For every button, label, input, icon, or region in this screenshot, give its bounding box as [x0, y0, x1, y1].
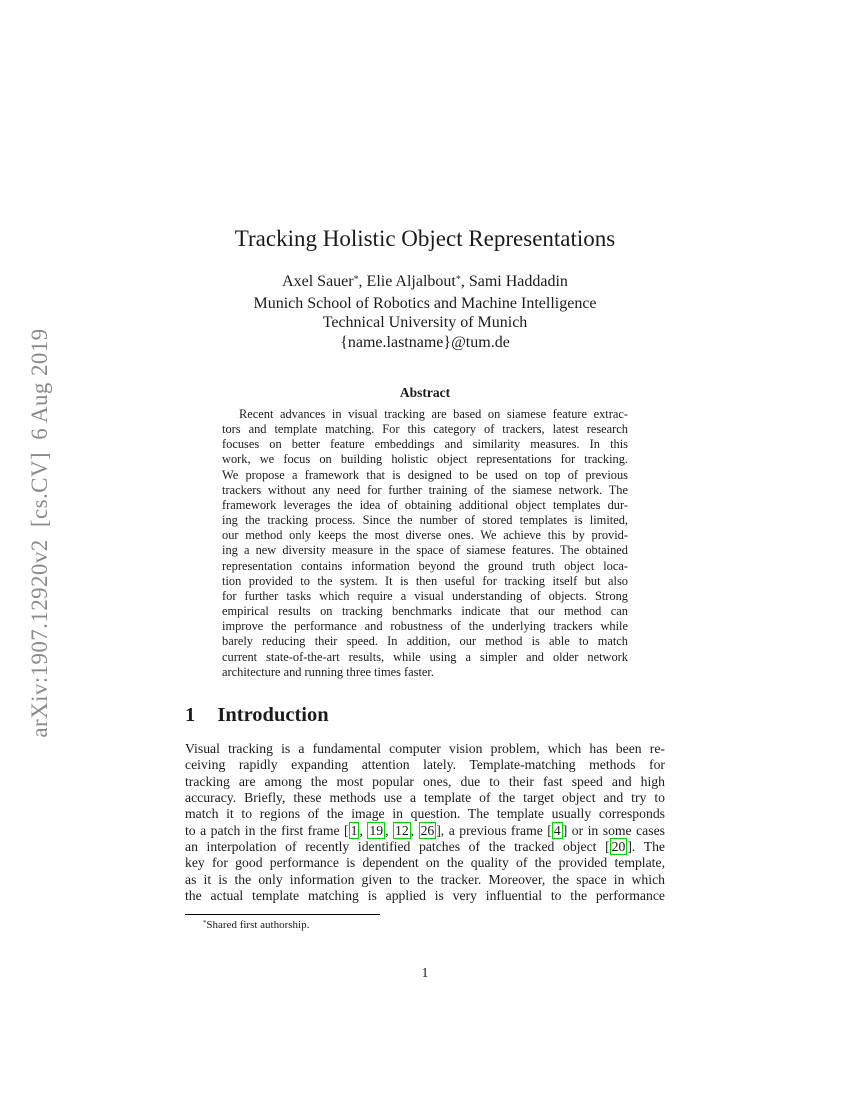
- text-line: trackers without any need for further training of the siamese network. The: [222, 482, 628, 497]
- citation-link[interactable]: 19: [369, 822, 384, 838]
- text-line: an interpolation of recently identified patches of the tracked object [ 20 ]. The: [185, 839, 665, 855]
- section-title: Introduction: [217, 704, 329, 726]
- arxiv-watermark: arXiv:1907.12920v2 [cs.CV] 6 Aug 2019: [27, 328, 52, 738]
- text-line: ing a new diversity measure in the space of siamese features. The obtained: [222, 543, 628, 558]
- citation-link[interactable]: 12: [394, 822, 409, 838]
- footnote: *Shared first authorship.: [203, 919, 310, 931]
- text-line: Visual tracking is a fundamental computer vision problem, which has been re-: [185, 741, 665, 756]
- affiliation-line-1: Munich School of Robotics and Machine Intelligence: [253, 294, 597, 312]
- text-line: barely reducing their speed. In addition, our method is able to match: [222, 634, 628, 649]
- text-line: to a patch in the first frame [ 1 , 19 , 12 , 26 ], a previous frame [ 4 ] or in some cases: [185, 822, 665, 838]
- text-line: work, we focus on building holistic object representations for tracking.: [222, 452, 628, 467]
- text-line: focuses on better feature embeddings and similarity measures. In this: [222, 437, 628, 452]
- text-line: as it is the only information given to the tracker. Moreover, the space in which: [185, 871, 665, 887]
- abstract-heading: Abstract: [399, 385, 451, 400]
- author-block: [185, 272, 665, 353]
- text-line: current state-of-the-art results, while using a simpler and older network: [222, 649, 628, 664]
- paper-title: Tracking Holistic Object Representations: [234, 226, 616, 251]
- text-line: the actual template matching is applied is very influential to the performance: [185, 888, 665, 904]
- text-line: accuracy. Briefly, these methods use a template of the target object and try to: [185, 790, 665, 806]
- text-line: our method only keeps the most diverse ones. We achieve this by provid-: [222, 528, 628, 543]
- paper-content: [185, 0, 665, 1100]
- page-number: 1: [421, 966, 429, 981]
- citation-link[interactable]: 4: [553, 822, 561, 838]
- text-line: architecture and running three times faster.: [222, 664, 434, 679]
- citation-link[interactable]: 1: [350, 822, 358, 838]
- abstract-body: [222, 407, 628, 680]
- text-line: empirical results on tracking benchmarks indicate that our method can: [222, 604, 628, 619]
- text-line: framework leverages the idea of obtaining additional object templates dur-: [222, 497, 628, 512]
- text-line: improve the performance and robustness of the underlying trackers while: [222, 619, 628, 634]
- email-line: {name.lastname}@tum.de: [340, 334, 510, 352]
- text-line: Recent advances in visual tracking are based on siamese feature extrac-: [239, 407, 628, 421]
- text-line: representation contains information beyond the ground truth object loca-: [222, 558, 628, 573]
- footnote-rule: [185, 914, 380, 915]
- section-heading: [185, 704, 329, 727]
- citation-link[interactable]: 26: [420, 822, 435, 838]
- author-line: Axel Sauer*, Elie Aljalbout*, Sami Haddadin: [282, 273, 568, 290]
- text-line: tion provided to the system. It is then useful for tracking itself but also: [222, 573, 628, 588]
- text-line: We propose a framework that is designed to be used on top of previous: [222, 467, 628, 482]
- text-line: tracking are among the most popular ones, due to their fast speed and high: [185, 773, 665, 789]
- text-line: key for good performance is dependent on the quality of the provided template,: [185, 855, 665, 871]
- text-line: for further tasks which require a visual understanding of objects. Strong: [222, 588, 628, 603]
- affiliation-line-2: Technical University of Munich: [322, 314, 528, 332]
- text-line: match it to regions of the image in question. The template usually corresponds: [185, 806, 665, 822]
- text-line: tors and template matching. For this category of trackers, latest research: [222, 422, 628, 437]
- citation-link[interactable]: 20: [611, 839, 626, 855]
- text-line: ceiving rapidly expanding attention lately. Template-matching methods for: [185, 757, 665, 773]
- introduction-paragraph: [185, 741, 665, 904]
- section-number: 1: [185, 704, 196, 726]
- text-line: ing the tracking process. Since the number of stored templates is limited,: [222, 513, 628, 528]
